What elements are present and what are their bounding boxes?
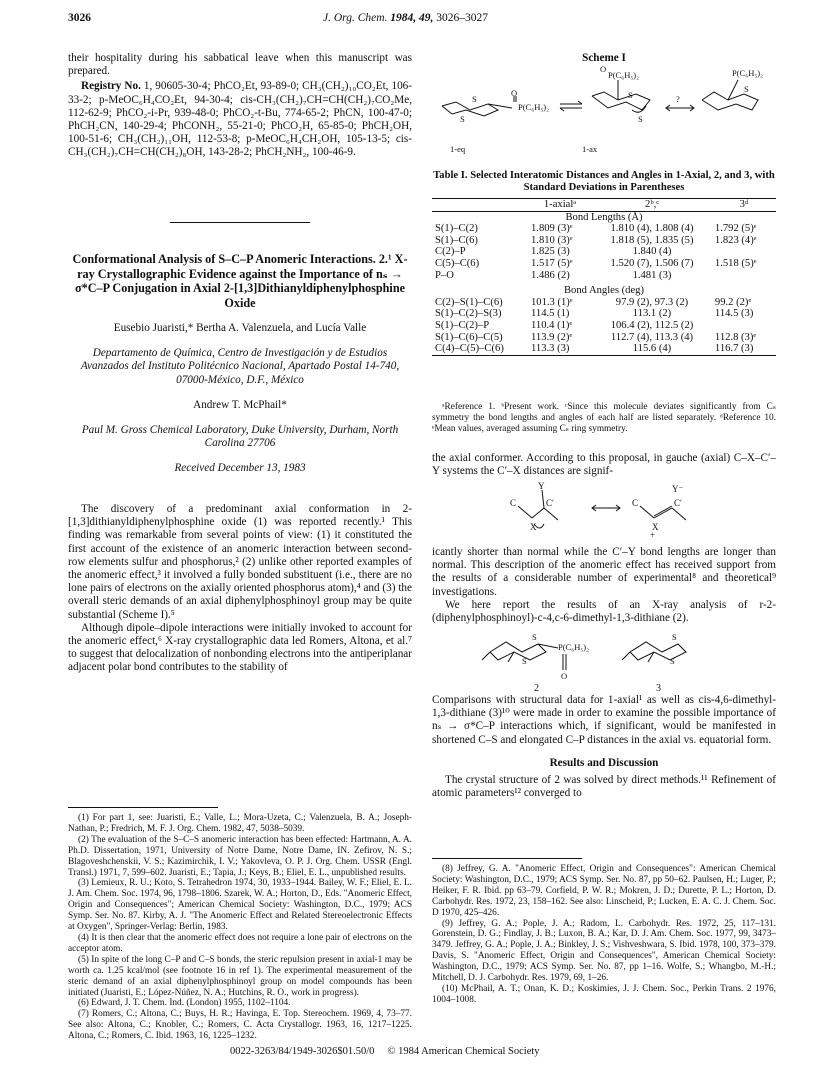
table-cell bbox=[712, 246, 776, 258]
table-row-label: S(1)–C(6)–C(5) bbox=[435, 331, 503, 343]
table-header-row bbox=[432, 199, 776, 211]
resonance-y2: Y⁻ bbox=[672, 484, 684, 494]
footnote-2: (2) The evaluation of the S–C–S anomeric interaction has been effected: Hartmann, A. A. Ph.D. Dissertation, 1971, University of Notre Dame, Notre Dame, IN. Zefirov, N. S.; Blagoveshchenskii, V. S.; Kazimirchik, I. V.; Yakovleva, O. P. J. Org. Chem. USSR (Engl. Transl.) 1971, 7, 599–602. Juaristi, E.; Tapia, J.; Keys, B.; Eliel, E. L., unpublished results. bbox=[68, 834, 412, 878]
scheme-label-s5: S bbox=[744, 84, 749, 94]
table-cell bbox=[712, 320, 776, 332]
table-cell: 1.486 (2) bbox=[531, 269, 570, 281]
table-row bbox=[432, 308, 776, 320]
ring-3 bbox=[630, 642, 686, 660]
table-row bbox=[432, 332, 776, 344]
left-column-top bbox=[68, 52, 412, 160]
footer-copyright: © 1984 American Chemical Society bbox=[387, 1046, 540, 1057]
table-header bbox=[432, 199, 528, 211]
table-cell: 113.1 (2) bbox=[632, 308, 672, 320]
article-front-matter bbox=[68, 252, 412, 476]
page-number: 3026 bbox=[68, 12, 91, 24]
right-footnotes bbox=[432, 864, 776, 1006]
table-cell: 1.792 (5)ᵉ bbox=[714, 223, 757, 235]
scheme-label-p1: P(C₆H₅)₂ bbox=[518, 102, 550, 112]
table-row bbox=[432, 246, 776, 258]
scheme-label-question: ? bbox=[676, 94, 680, 104]
scheme-label-eq: 1-eq bbox=[450, 144, 466, 154]
table-cell: 1.810 (4), 1.808 (4) bbox=[610, 223, 694, 235]
table-row-label: C(2)–P bbox=[435, 246, 466, 258]
bond-lengths-body bbox=[432, 223, 776, 281]
scheme-title: Scheme I bbox=[582, 52, 626, 64]
acknowledgment: their hospitality during his sabbatical leave when this manuscript was prepared. bbox=[68, 52, 412, 78]
table-row bbox=[432, 223, 776, 235]
footnote-rule-right bbox=[432, 858, 582, 859]
resonance-x1: X bbox=[530, 522, 537, 532]
table-header: 1-axialᵃ bbox=[543, 199, 577, 210]
table-cell bbox=[712, 270, 776, 282]
footnote-4: (4) It is then clear that the anomeric effect does not require a lone pair of electrons on the acceptor atom. bbox=[68, 932, 412, 954]
paragraph-6: Comparisons with structural data for 1-axial¹ as well as cis-4,6-dimethyl-1,3-dithiane (3)¹⁰ were made in order to examine the possible importance of nₛ → σ*C–P interactions which, if significant, would be manifested in shortened C–S and elongated C–P distances in the axial vs. equatorial form. bbox=[432, 694, 776, 746]
footnote-6: (6) Edward, J. T. Chem. Ind. (London) 1955, 1102–1104. bbox=[78, 998, 291, 1009]
compound-number-2: 2 bbox=[534, 683, 539, 692]
paragraph-5: We here report the results of an X-ray analysis of r-2-(diphenylphosphinoyl)-c-4,c-6-dimethyl-1,3-dithiane (2). bbox=[432, 598, 776, 625]
right-body-2 bbox=[432, 546, 776, 625]
table-cell: 114.5 (3) bbox=[714, 308, 754, 320]
table-cell: 112.7 (4), 113.3 (4) bbox=[610, 331, 694, 343]
footnote-1: (1) For part 1, see: Juaristi, E.; Valle, L.; Mora-Uzeta, C.; Valenzuela, B. A.; Joseph-Nathan, P.; Fredrich, M. F. J. Org. Chem. 1982, 47, 5038–5039. bbox=[68, 813, 412, 834]
journal-citation bbox=[323, 12, 488, 24]
registry-numbers bbox=[68, 80, 412, 159]
scheme-label-p2: P(C₆H₅)₂ bbox=[608, 70, 640, 80]
authors-group-1: Eusebio Juaristi,* Bertha A. Valenzuela, and Lucía Valle bbox=[113, 322, 367, 334]
affiliation-2: Paul M. Gross Chemical Laboratory, Duke University, Durham, North Carolina 27706 bbox=[81, 424, 399, 450]
footnote-rule-left bbox=[68, 807, 218, 808]
registry-label: Registry No. bbox=[81, 80, 141, 93]
authors-group-2: Andrew T. McPhail* bbox=[193, 398, 287, 411]
table-cell: 101.3 (1)ᵉ bbox=[531, 296, 573, 308]
journal-pages: 3026–3027 bbox=[436, 12, 489, 24]
table-cell: 1.809 (3)ᵉ bbox=[531, 223, 573, 235]
table-cell: 115.6 (4) bbox=[632, 343, 672, 355]
right-body-1 bbox=[432, 452, 776, 478]
paragraph-1: The discovery of a predominant axial conformation in 2-[1,3]dithianyldiphenylphosphine oxide (1) was reported recently.¹ This finding was remarkable from several points of view: (1) it constituted the first account of the existence of an anomeric interaction between second-row elements sulfur and phosphorus,² (2) unlike other reported examples of the anomeric effect,³ it involved a fully bonded substituent (i.e., there are no lone pairs of electrons on the axially oriented phosphorus atom),⁴ and (3) the overall steric demands of an axial diphenylphosphinoyl group may be quite substantial (Scheme I).⁵ bbox=[68, 503, 412, 621]
table-cell: 113.9 (2)ᵉ bbox=[531, 331, 573, 343]
resonance-y1: Y bbox=[538, 481, 545, 491]
resonance-figure bbox=[500, 480, 720, 542]
scheme-label-o1: O bbox=[511, 88, 518, 98]
footnote-3: (3) Lemieux, R. U.; Koto, S. Tetrahedron 1974, 30, 1933–1944. Bailey, W. F.; Eliel, E. L. J. Am. Chem. Soc. 1974, 96, 1798–1806. Szarek, W. A.; Horton, D., Eds. "Anomeric Effect, Origin and Consequences"; American Chemical Society: Washington, D.C., 1979; ACS Symp. Ser. No. 87. Kirby, A. J. "The Anomeric Effect and Related Stereoelectronic Effects at Oxygen", Springer-Verlag: Berlin, 1983. bbox=[68, 878, 412, 933]
table-cell: 112.8 (3)ᵉ bbox=[714, 331, 757, 343]
table-cell: 114.5 (1) bbox=[531, 308, 570, 320]
footnote-7: (7) Romers, C.; Altona, C.; Buys, H. R.; Havinga, E. Top. Stereochem. 1969, 4, 73–77. See also: Altona, C.; Knobler, C.; Romers, C. Acta Crystallogr. 1963, 16, 1217–1225. Altona, C.; Romers, C. Ibid. 1963, 16, 1225–1232. bbox=[68, 1009, 412, 1042]
footnote-5: (5) In spite of the long C–P and C–S bonds, the steric repulsion present in axial-1 may be worth ca. 1.25 kcal/mol (see footnote 16 in ref 1). The experimental measurement of the steric demand of an axial diphenylphosphinoyl group on model compounds has been initiated (Juaristi, E.; López-Núñez, N. A.; Hutchins, R. O., work in progress). bbox=[68, 954, 412, 998]
struct2-s2: S bbox=[522, 656, 527, 666]
table-cell: 106.4 (2), 112.5 (2) bbox=[610, 319, 694, 331]
table-row bbox=[432, 343, 776, 355]
resonance-c1: C bbox=[510, 498, 517, 508]
journal-name: J. Org. Chem. bbox=[323, 12, 388, 24]
running-header bbox=[68, 12, 758, 30]
table-header: 3ᵈ bbox=[739, 199, 749, 210]
table-cell: 1.520 (7), 1.506 (7) bbox=[610, 257, 694, 269]
journal-volume: 1984, 49, bbox=[390, 12, 434, 24]
table-cell: 1.518 (5)ᵉ bbox=[714, 257, 757, 269]
table-row bbox=[432, 258, 776, 270]
structures-2-3-figure bbox=[480, 630, 740, 692]
registry-text: 1, 90605-30-4; PhCO₂Et, 93-89-0; CH₃(CH₂)₁₀CO₂Et, 106-33-2; p-MeOC₆H₄CO₂Et, 94-30-4; cis-CH₃(CH₂)₇CH=CH(CH₂)₇CO₂Me, 112-62-9; PhCO₂-i-Pr, 939-48-0; PhCO₂-t-Bu, 774-65-2; PhCN, 100-47-0; PhCH₂CN, 140-29-4; PhCONH₂, 55-21-0; PhCO₂H, 65-85-0; PhCH₂OH, 100-51-6; CH₃(CH₂)₁₁OH, 112-53-8; p-MeOC₆H₄CH₂OH, 105-13-5; cis-CH₃(CH₂)₇CH=CH(CH₂)₈OH, 143-28-2; PhCH₂NH₂, 100-46-9. bbox=[68, 80, 413, 159]
table-row-label: S(1)–C(2)–S(3) bbox=[435, 308, 502, 320]
scheme-1-figure bbox=[432, 66, 776, 156]
struct3-s2: S bbox=[670, 656, 675, 666]
table-cell: 97.9 (2), 97.3 (2) bbox=[615, 296, 689, 308]
table-row-label: C(4)–C(5)–C(6) bbox=[435, 343, 504, 355]
divider bbox=[170, 222, 310, 223]
table-row bbox=[432, 297, 776, 309]
scheme-label-s4: S bbox=[638, 114, 643, 124]
struct3-s: S bbox=[672, 632, 677, 642]
resonance-c3: C bbox=[632, 498, 639, 508]
resonance-plus: + bbox=[650, 530, 656, 540]
table-row-label: S(1)–C(2)–P bbox=[435, 319, 490, 331]
table-notes: ᵃReference 1. ᵇPresent work. ᶜSince this molecule deviates significantly from Cₛ symmetry the bond lengths and angles of each half are listed separately. ᵈReference 10. ᵉMean values, averaged assuming Cₛ ring symmetry. bbox=[432, 402, 776, 434]
bond-angles-body bbox=[432, 297, 776, 355]
scheme-label-p3: P(C₆H₅)₂ bbox=[732, 68, 764, 78]
table-cell: 1.840 (4) bbox=[632, 246, 672, 258]
table-row bbox=[432, 270, 776, 282]
table-cell: 116.7 (3) bbox=[714, 343, 754, 355]
left-footnotes bbox=[68, 813, 412, 1042]
scheme-label-s2: S bbox=[460, 114, 465, 124]
footnote-9: (9) Jeffrey, G. A.; Pople, J. A.; Radom, L. Carbohydr. Res. 1972, 25, 117–131. Gorenstein, D. G.; Findlay, J. B.; Luxon, B. A.; Kar, D. J. Am. Chem. Soc. 1977, 99, 3473–3479. Jeffrey, G. A.; Pople, J. A.; Binkley, J. S.; Vishveshwara, S. Ibid. 1978, 100, 373–379. Davis, S. "Anomeric Effect, Origin and Consequences", American Chemical Society: Washington, D.C., 1979; ACS Symp. Ser. No. 87, pp 1–16. Wolfe, S.; Whangbo, M.-H.; Mitchell, D. J. Carbohydr. Res. 1979, 69, 1–26. bbox=[432, 918, 776, 984]
table-caption: Table I. Selected Interatomic Distances and Angles in 1-Axial, 2, and 3, with Standard Deviations in Parentheses bbox=[433, 170, 775, 194]
paragraph-2: Although dipole–dipole interactions were initially invoked to account for the anomeric effect,⁶ X-ray crystallographic data led Romers, Altona, et al.⁷ to suggest that delocalization of nonbonding electrons into the antiperiplanar adjacent polar bond contributes to the stability of bbox=[68, 621, 412, 674]
struct2-s: S bbox=[532, 632, 537, 642]
scheme-label-ax: 1-ax bbox=[582, 144, 598, 154]
table-cell: 1.517 (5)ᵉ bbox=[531, 257, 573, 269]
scheme-label-s3: S bbox=[628, 90, 633, 100]
affiliation-1: Departamento de Química, Centro de Investigación y de Estudios Avanzados del Instituto Politécnico Nacional, Apartado Postal 14-740, 07000-México, D.F., México bbox=[80, 347, 400, 386]
footnote-8: (8) Jeffrey, G. A. "Anomeric Effect, Origin and Consequences": American Chemical Society: Washington, D.C., 1979; ACS Symp. Ser. No. 87, pp 50–62. Paulsen, H.; Luger, P.; Heiker, F. R. Ibid. pp 63–79. Corfield, P. W. R.; Mokren, J. D.; Durette, P. L.; Horton, D. Carbohydr. Res. 1972, 23, 158–162. See also: Linscheid, P.; Lucken, E. A. C. J. Chem. Soc. D 1970, 425–426. bbox=[432, 864, 776, 918]
table-row-label: S(1)–C(6) bbox=[435, 234, 478, 246]
chair-ring-ionic bbox=[702, 92, 758, 110]
resonance-x2: X bbox=[652, 522, 659, 532]
footnote-10: (10) McPhail, A. T.; Onan, K. D.; Koskimies, J. J. Chem. Soc., Perkin Trans. 2 1976, 1004–1008. bbox=[432, 983, 776, 1005]
struct2-o: O bbox=[561, 671, 568, 681]
table-cell: 1.818 (5), 1.835 (5) bbox=[610, 234, 694, 246]
table-row-label: S(1)–C(2) bbox=[435, 223, 478, 235]
scheme-label-o2: O bbox=[600, 66, 607, 74]
article-title: Conformational Analysis of S–C–P Anomeric Interactions. 2.¹ X-ray Crystallographic Evidence against the Importance of nₛ → σ*C–P Conjugation in Axial 2-[1,3]Dithianyldiphenylphosphine Oxide bbox=[72, 252, 408, 310]
table-1 bbox=[432, 198, 776, 356]
table-section-bond-lengths: Bond Lengths (Å) bbox=[565, 211, 643, 223]
table-row-label: C(5)–C(6) bbox=[435, 257, 480, 269]
resonance-c2: C′ bbox=[546, 498, 554, 508]
table-cell: 99.2 (2)ᵉ bbox=[714, 296, 752, 308]
table-cell: 1.810 (3)ᵉ bbox=[531, 234, 573, 246]
scheme-label-s: S bbox=[472, 94, 477, 104]
paragraph-4: icantly shorter than normal while the C′–Y bond lengths are longer than normal. This description of the anomeric effect has received support from the results of a considerable number of experimental⁸ and theoretical⁹ investigations. bbox=[432, 546, 776, 598]
compound-number-3: 3 bbox=[656, 683, 661, 692]
table-header: 2ᵇ,ᶜ bbox=[645, 199, 659, 210]
table-cell: 1.825 (3) bbox=[531, 246, 570, 258]
paragraph-3: the axial conformer. According to this proposal, in gauche (axial) C–X–C′–Y systems the C′–X distances are signif- bbox=[432, 452, 776, 478]
table-cell: 1.481 (3) bbox=[632, 269, 672, 281]
resonance-c4: C′ bbox=[674, 498, 682, 508]
struct2-p: P(C₆H₅)₂ bbox=[558, 642, 590, 652]
table-cell: 110.4 (1)ᵉ bbox=[531, 319, 573, 331]
table-cell: 113.3 (3) bbox=[531, 343, 570, 355]
page-footer bbox=[230, 1046, 650, 1057]
table-section-bond-angles: Bond Angles (deg) bbox=[563, 285, 645, 297]
table-footnotes bbox=[432, 402, 776, 435]
table-row-label: C(2)–S(1)–C(6) bbox=[435, 296, 503, 308]
received-date: Received December 13, 1983 bbox=[174, 462, 306, 475]
footer-code: 0022-3263/84/1949-3026$01.50/0 bbox=[230, 1046, 375, 1057]
paragraph-7: The crystal structure of 2 was solved by direct methods.¹¹ Refinement of atomic parameters¹² converged to bbox=[432, 774, 776, 800]
table-row bbox=[432, 235, 776, 247]
section-heading: Results and Discussion bbox=[549, 756, 659, 769]
chair-ring-ax bbox=[592, 92, 650, 110]
left-body bbox=[68, 503, 412, 675]
table-row bbox=[432, 320, 776, 332]
ring-2 bbox=[490, 642, 546, 660]
table-1-grid bbox=[432, 199, 776, 355]
table-cell: 1.823 (4)ᵉ bbox=[714, 234, 757, 246]
table-row-label: P–O bbox=[435, 269, 454, 281]
right-body-3 bbox=[432, 694, 776, 800]
